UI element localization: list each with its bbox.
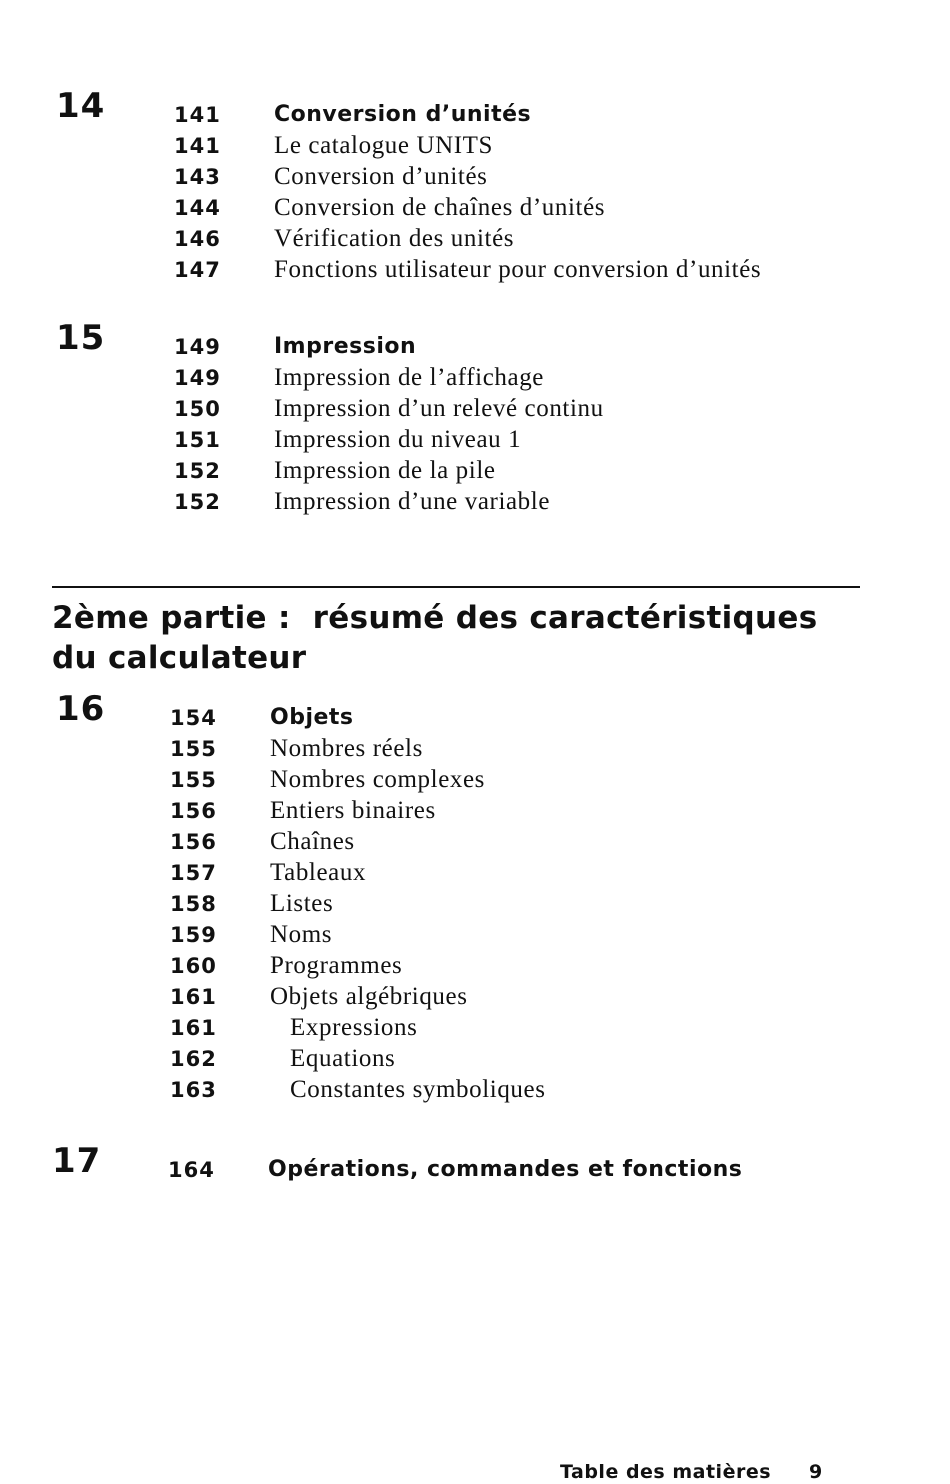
- toc-entry: [0, 255, 950, 286]
- toc-entry: [0, 131, 950, 162]
- toc-entry: [0, 796, 950, 827]
- part-heading: [52, 598, 872, 678]
- toc-entry: [0, 734, 950, 765]
- page-number: 163: [170, 1078, 217, 1102]
- entry-title: Tableaux: [270, 859, 367, 886]
- toc-entry: [0, 394, 950, 425]
- toc-entry: [0, 193, 950, 224]
- page-number: 141: [174, 103, 221, 127]
- toc-entry: [0, 920, 950, 951]
- page-number: 158: [170, 892, 217, 916]
- entry-title: Programmes: [270, 952, 403, 979]
- chapter-number: 16: [56, 689, 106, 729]
- entry-title: Vérification des unités: [274, 225, 515, 252]
- toc-entry: [0, 951, 950, 982]
- page-number: 141: [174, 134, 221, 158]
- entry-title: Impression: [274, 334, 417, 359]
- entry-title: Nombres réels: [270, 735, 423, 762]
- toc-entry: [0, 827, 950, 858]
- entry-title: Conversion de chaînes d’unités: [274, 194, 606, 221]
- toc-entry: [0, 100, 950, 131]
- toc-entry: [0, 703, 950, 734]
- entry-title: Equations: [290, 1045, 396, 1072]
- page-number: 164: [168, 1158, 215, 1182]
- entry-title: Objets: [270, 705, 354, 730]
- entry-title: Noms: [270, 921, 333, 948]
- page-number: 156: [170, 799, 217, 823]
- entry-title: Listes: [270, 890, 334, 917]
- toc-subentry: [0, 1013, 950, 1044]
- page-number: 161: [170, 1016, 217, 1040]
- toc-entry: [0, 332, 950, 363]
- page-number: 147: [174, 258, 221, 282]
- entry-title: Impression d’une variable: [274, 488, 551, 515]
- page-number: 143: [174, 165, 221, 189]
- toc-entry: [0, 982, 950, 1013]
- entry-title: Conversion d’unités: [274, 102, 532, 127]
- footer-page-number: 9: [809, 1461, 823, 1483]
- page-number: 157: [170, 861, 217, 885]
- entry-title: Impression d’un relevé continu: [274, 395, 604, 422]
- page-number: 150: [174, 397, 221, 421]
- entry-title: Impression de la pile: [274, 457, 496, 484]
- toc-entry: [0, 858, 950, 889]
- part-title: résumé des caractéristiques du calculateur: [52, 600, 818, 676]
- entry-title: Opérations, commandes et fonctions: [268, 1157, 743, 1182]
- entry-title: Chaînes: [270, 828, 355, 855]
- toc-entry: [0, 765, 950, 796]
- entry-title: Impression de l’affichage: [274, 364, 544, 391]
- toc-entry: [0, 363, 950, 394]
- footer-title: Table des matières: [560, 1461, 772, 1483]
- entry-title: Entiers binaires: [270, 797, 436, 824]
- entry-title: Conversion d’unités: [274, 163, 488, 190]
- entry-title: Le catalogue UNITS: [274, 132, 494, 159]
- toc-entry: [0, 425, 950, 456]
- page-number: 144: [174, 196, 221, 220]
- entry-title: Fonctions utilisateur pour conversion d’unités: [274, 256, 762, 283]
- page-number: 149: [174, 366, 221, 390]
- toc-entry: [0, 224, 950, 255]
- page-number: 162: [170, 1047, 217, 1071]
- toc-entry: [0, 456, 950, 487]
- chapter-number: 17: [52, 1141, 102, 1181]
- page-number: 152: [174, 490, 221, 514]
- page-number: 155: [170, 768, 217, 792]
- page-number: 154: [170, 706, 217, 730]
- chapter-number: 14: [56, 86, 106, 126]
- part-label: 2ème partie :: [52, 600, 291, 636]
- page-footer: [560, 1460, 823, 1484]
- page-number: 160: [170, 954, 217, 978]
- toc-entry: [0, 889, 950, 920]
- entry-title: Nombres complexes: [270, 766, 486, 793]
- page-number: 152: [174, 459, 221, 483]
- chapter-number: 15: [56, 318, 106, 358]
- page-number: 149: [174, 335, 221, 359]
- entry-title: Constantes symboliques: [290, 1076, 546, 1103]
- toc-entry: [0, 162, 950, 193]
- page-number: 161: [170, 985, 217, 1009]
- page-number: 155: [170, 737, 217, 761]
- entry-title: Objets algébriques: [270, 983, 468, 1010]
- entry-title: Impression du niveau 1: [274, 426, 522, 453]
- page-number: 151: [174, 428, 221, 452]
- toc-subentry: [0, 1044, 950, 1075]
- toc-entry: [0, 1155, 950, 1186]
- page-number: 146: [174, 227, 221, 251]
- part-divider-rule: [52, 586, 860, 588]
- page-number: 156: [170, 830, 217, 854]
- toc-subentry: [0, 1075, 950, 1106]
- entry-title: Expressions: [290, 1014, 418, 1041]
- toc-entry: [0, 487, 950, 518]
- page-number: 159: [170, 923, 217, 947]
